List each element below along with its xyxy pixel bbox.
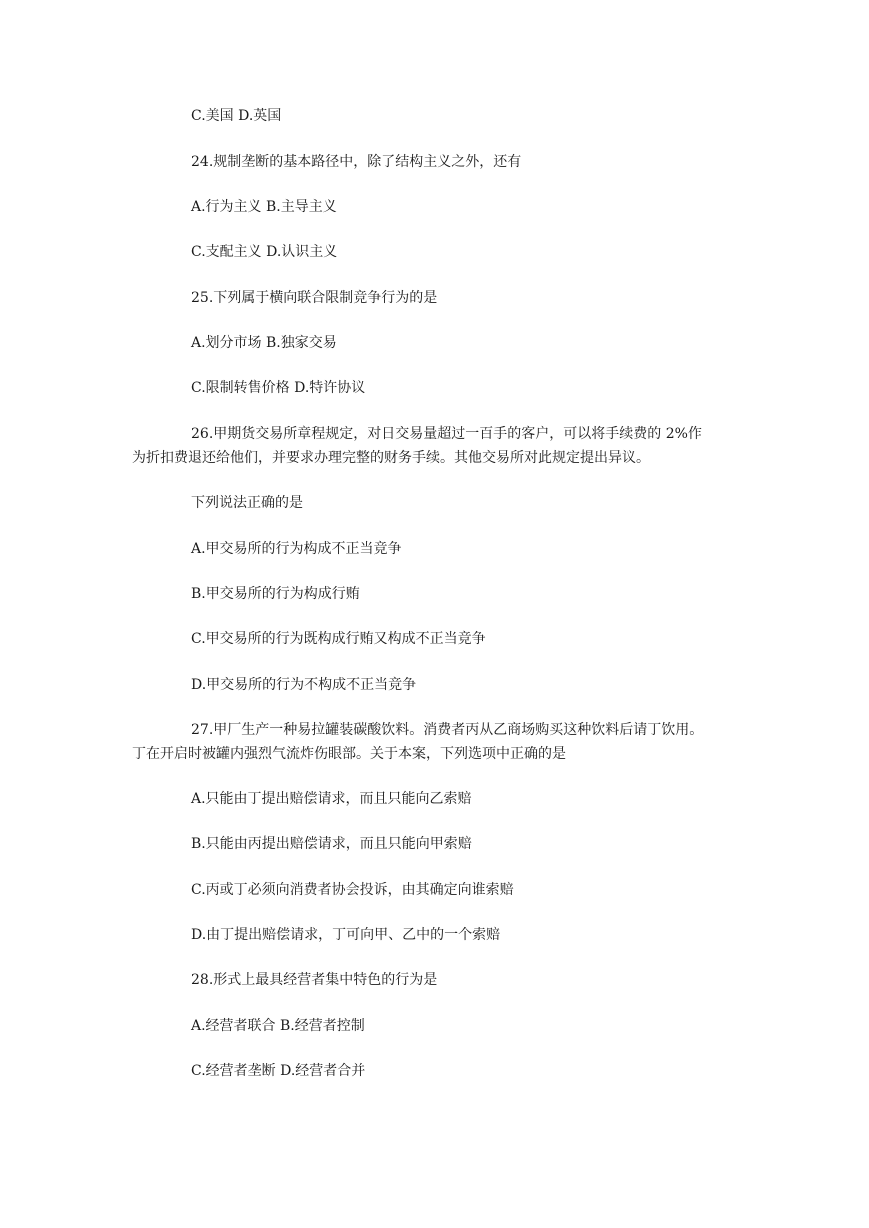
q27-option-d: D.由丁提出赔偿请求，丁可向甲、乙中的一个索赔 [191, 927, 501, 943]
q27-option-a: A.只能由丁提出赔偿请求，而且只能向乙索赔 [191, 791, 472, 807]
q26-stem-line3: 下列说法正确的是 [191, 495, 303, 511]
q24-options-cd: C.支配主义 D.认识主义 [191, 244, 338, 260]
q28-options-cd: C.经营者垄断 D.经营者合并 [191, 1063, 366, 1079]
q27-stem-line1: 27.甲厂生产一种易拉罐装碳酸饮料。消费者丙从乙商场购买这种饮料后请丁饮用。 [191, 722, 704, 738]
q26-stem-line1: 26.甲期货交易所章程规定，对日交易量超过一百手的客户，可以将手续费的 2%作 [191, 426, 702, 442]
q28-stem: 28.形式上最具经营者集中特色的行为是 [191, 972, 438, 988]
q26-option-b: B.甲交易所的行为构成行贿 [191, 586, 360, 602]
q25-stem: 25.下列属于横向联合限制竞争行为的是 [191, 290, 438, 306]
q23-options-cd: C.美国 D.英国 [191, 108, 282, 124]
q26-stem-line2: 为折扣费退还给他们，并要求办理完整的财务手续。其他交易所对此规定提出异议。 [132, 450, 650, 466]
q27-option-c: C.丙或丁必须向消费者协会投诉，由其确定向谁索赔 [191, 882, 514, 898]
q26-option-a: A.甲交易所的行为构成不正当竞争 [191, 541, 402, 557]
q27-option-b: B.只能由丙提出赔偿请求，而且只能向甲索赔 [191, 836, 472, 852]
q26-option-c: C.甲交易所的行为既构成行贿又构成不正当竞争 [191, 631, 486, 647]
q25-options-cd: C.限制转售价格 D.特许协议 [191, 380, 366, 396]
q24-options-ab: A.行为主义 B.主导主义 [191, 199, 337, 215]
q24-stem: 24.规制垄断的基本路径中，除了结构主义之外，还有 [191, 154, 522, 170]
q28-options-ab: A.经营者联合 B.经营者控制 [191, 1018, 365, 1034]
q27-stem-line2: 丁在开启时被罐内强烈气流炸伤眼部。关于本案，下列选项中正确的是 [132, 746, 566, 762]
q26-option-d: D.甲交易所的行为不构成不正当竞争 [191, 677, 417, 693]
q25-options-ab: A.划分市场 B.独家交易 [191, 335, 337, 351]
